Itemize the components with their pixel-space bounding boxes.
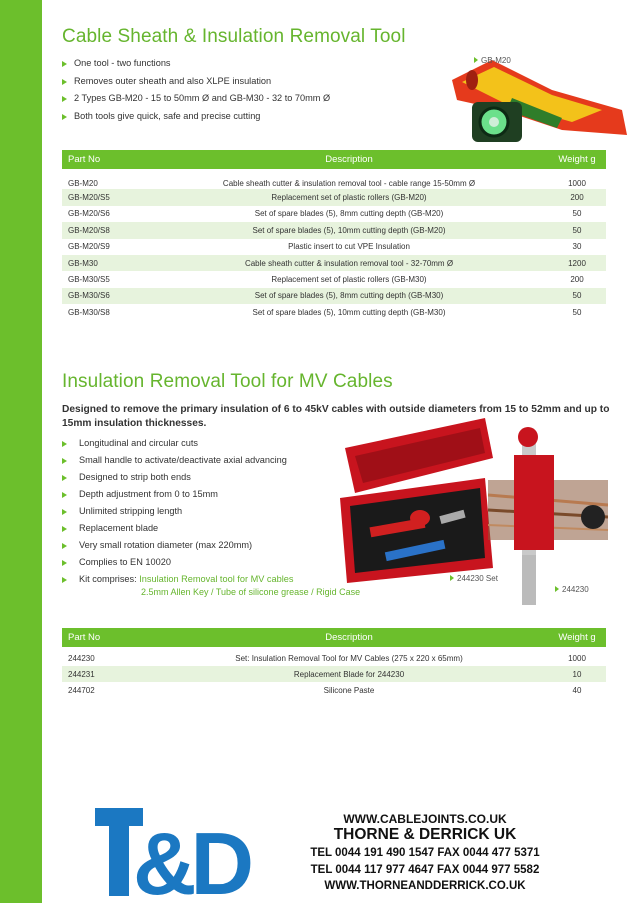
part-no-cell: 244230 [68, 654, 95, 664]
bullet-item: Removes outer sheath and also XLPE insulation [62, 76, 330, 94]
bullet-item: Unlimited stripping length [62, 506, 293, 523]
footer-phone-1: TEL 0044 191 490 1547 FAX 0044 477 5371 [310, 847, 540, 859]
description-cell: Plastic insert to cut VPE Insulation [288, 242, 410, 252]
table-row [62, 255, 606, 271]
part-no-cell: GB-M30/S8 [68, 307, 110, 317]
kit-item-tool: Insulation Removal tool for MV cables [139, 574, 294, 584]
section2-parts-table [62, 628, 606, 699]
weight-cell: 200 [570, 275, 584, 285]
bullet-item: 2 Types GB-M20 - 15 to 50mm Ø and GB-M30 - 32 to 70mm Ø [62, 93, 330, 111]
footer-website-2[interactable]: WWW.THORNEANDDERRICK.CO.UK [324, 880, 526, 892]
weight-cell: 30 [572, 242, 582, 252]
section2-intro: Designed to remove the primary insulation of 6 to 45kV cables with outside diameters from 15 to 52mm and up to 15mm insulation thicknesses. [62, 404, 610, 429]
description-cell: Replacement set of plastic rollers (GB-M30) [271, 275, 427, 285]
description-cell: Set of spare blades (5), 10mm cutting depth (GB-M20) [150, 222, 548, 238]
svg-text:&D: &D [133, 814, 249, 898]
kit-label: Kit comprises: [79, 574, 140, 584]
description-cell: Set of spare blades (5), 8mm cutting depth (GB-M20) [254, 209, 444, 219]
gb-m20-caption: GB-M20 [474, 56, 511, 65]
part-no-cell: GB-M20/S9 [68, 242, 110, 252]
kit-case-image [335, 418, 495, 588]
part-no-cell: GB-M20/S8 [62, 222, 150, 238]
section2-bullet-list [62, 438, 293, 591]
section1-parts-table [62, 150, 606, 321]
bullet-item: Complies to EN 10020 [62, 557, 293, 574]
table-row [62, 271, 606, 287]
footer-phone-2: TEL 0044 117 977 4647 FAX 0044 977 5582 [310, 864, 540, 876]
description-cell: Set: Insulation Removal Tool for MV Cables (275 x 220 x 65mm) [235, 654, 463, 664]
kit-item-accessories: 2.5mm Allen Key / Tube of silicone grease / Rigid Case [141, 587, 361, 597]
footer-company-name: THORNE & DERRICK UK [333, 826, 517, 843]
col-header-weight: Weight g [548, 150, 606, 173]
bullet-item: Both tools give quick, safe and precise cutting [62, 111, 330, 129]
bullet-item: One tool - two functions [62, 58, 330, 76]
bullet-item: Replacement blade [62, 523, 293, 540]
weight-cell: 1000 [568, 654, 586, 664]
part-no-cell: GB-M20 [68, 178, 98, 188]
part-no-cell: GB-M30 [62, 255, 150, 271]
bullet-item: Designed to strip both ends [62, 472, 293, 489]
weight-cell: 200 [548, 189, 606, 205]
description-cell: Silicone Paste [323, 685, 375, 695]
table-row [62, 239, 606, 255]
section2-title: Insulation Removal Tool for MV Cables [62, 371, 393, 392]
weight-cell: 50 [572, 209, 582, 219]
weight-cell: 10 [548, 666, 606, 682]
tool-caption: 244230 [555, 585, 589, 594]
weight-cell: 40 [572, 685, 582, 695]
table-row [62, 222, 606, 238]
table-row [62, 666, 606, 682]
weight-cell: 1200 [548, 255, 606, 271]
table-row [62, 173, 606, 189]
td-logo [95, 808, 255, 903]
table-row [62, 682, 606, 698]
table-row [62, 650, 606, 666]
green-side-bar [0, 0, 42, 903]
part-no-cell: GB-M30/S6 [62, 288, 150, 304]
gb-m20-tool-image [432, 40, 632, 155]
description-cell: Set of spare blades (5), 10mm cutting depth (GB-M30) [252, 307, 446, 317]
table-row [62, 189, 606, 205]
weight-cell: 50 [572, 307, 582, 317]
col-header-part-no: Part No [62, 628, 150, 650]
kit-set-caption: 244230 Set [450, 574, 498, 583]
section1-title: Cable Sheath & Insulation Removal Tool [62, 26, 406, 47]
part-no-cell: 244231 [62, 666, 150, 682]
description-cell: Replacement Blade for 244230 [150, 666, 548, 682]
section1-bullet-list [62, 58, 330, 128]
description-cell: Set of spare blades (5), 8mm cutting depth (GB-M30) [150, 288, 548, 304]
bullet-item: Small handle to activate/deactivate axial advancing [62, 455, 293, 472]
col-header-weight: Weight g [548, 628, 606, 650]
weight-cell: 50 [548, 288, 606, 304]
part-no-cell: GB-M20/S5 [62, 189, 150, 205]
description-cell: Cable sheath cutter & insulation removal tool - 32-70mm Ø [150, 255, 548, 271]
description-cell: Cable sheath cutter & insulation removal tool - cable range 15-50mm Ø [222, 178, 476, 188]
bullet-item: Depth adjustment from 0 to 15mm [62, 489, 293, 506]
insulation-tool-image [488, 425, 608, 610]
bullet-item: Very small rotation diameter (max 220mm) [62, 540, 293, 557]
table-row [62, 206, 606, 222]
description-cell: Replacement set of plastic rollers (GB-M20) [150, 189, 548, 205]
table-row [62, 288, 606, 304]
table-row [62, 304, 606, 320]
part-no-cell: 244702 [68, 685, 95, 695]
weight-cell: 1000 [568, 178, 586, 188]
part-no-cell: GB-M30/S5 [68, 275, 110, 285]
col-header-part-no: Part No [62, 150, 150, 173]
footer-website[interactable]: WWW.CABLEJOINTS.CO.UK [343, 812, 507, 826]
weight-cell: 50 [548, 222, 606, 238]
bullet-item: Longitudinal and circular cuts [62, 438, 293, 455]
table-header-row [62, 628, 606, 650]
col-header-description: Description [150, 150, 548, 173]
col-header-description: Description [150, 628, 548, 650]
part-no-cell: GB-M20/S6 [68, 209, 110, 219]
table-header-row [62, 150, 606, 173]
